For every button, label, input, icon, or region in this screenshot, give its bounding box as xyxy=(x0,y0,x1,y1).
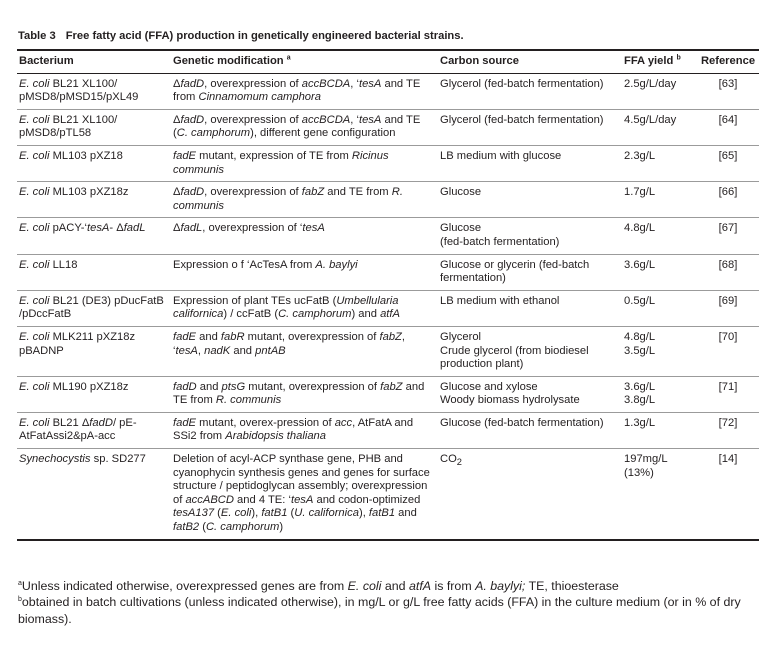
carbon-source-cell: Glucose and xylose Woody biomass hydrolysate xyxy=(438,376,618,412)
genetic-modification-cell: ΔfadD, overexpression of accBCDA, ‘tesA and TE (C. camphorum), different gene configuration xyxy=(171,109,438,145)
reference-cell: [68] xyxy=(698,254,759,290)
table-body xyxy=(17,73,759,540)
footnote-b-mark: b xyxy=(18,595,22,603)
footnote-a-mark: a xyxy=(18,579,22,587)
ffa-yield-cell: 1.7g/L xyxy=(618,182,698,218)
footnote-b xyxy=(18,594,768,627)
carbon-source-cell: LB medium with ethanol xyxy=(438,290,618,326)
carbon-source-cell: $CO_2$ xyxy=(438,449,618,540)
header-mark-a: a xyxy=(286,54,291,62)
bacterium-cell: E. coli BL21 XL100/ pMSD8/pMSD15/pXL49 xyxy=(17,73,171,109)
carbon-source-cell: Glucose (fed-batch fermentation) xyxy=(438,412,618,448)
genetic-modification-cell: ΔfadL, overexpression of ‘tesA xyxy=(171,218,438,254)
ffa-table xyxy=(17,49,759,541)
header-bacterium: Bacterium xyxy=(17,50,171,73)
bacterium-cell: E. coli BL21 ΔfadD/ pE-AtFatAssi2&pA-acc xyxy=(17,412,171,448)
reference-cell: [71] xyxy=(698,376,759,412)
genetic-modification-cell: fadE mutant, expression of TE from Ricinus communis xyxy=(171,145,438,181)
table-row xyxy=(17,376,759,412)
header-row xyxy=(17,50,759,73)
bacterium-cell: E. coli ML103 pXZ18z xyxy=(17,182,171,218)
ffa-yield-cell: 2.5g/L/day xyxy=(618,73,698,109)
header-genetic-modification: Genetic modification $^a$ xyxy=(171,50,438,73)
carbon-source-cell: LB medium with glucose xyxy=(438,145,618,181)
ffa-yield-cell: 4.8g/L xyxy=(618,218,698,254)
genetic-modification-cell: Expression of plant TEs ucFatB (Umbellularia californica) / ccFatB (C. camphorum) and atfA xyxy=(171,290,438,326)
table-row xyxy=(17,182,759,218)
table-row xyxy=(17,218,759,254)
ffa-yield-cell: 3.6g/L 3.8g/L xyxy=(618,376,698,412)
bacterium-cell: E. coli BL21 (DE3) pDucFatB /pDccFatB xyxy=(17,290,171,326)
table-row xyxy=(17,254,759,290)
reference-cell: [69] xyxy=(698,290,759,326)
genetic-modification-cell: ΔfadD, overexpression of accBCDA, ‘tesA and TE from Cinnamomum camphora xyxy=(171,73,438,109)
reference-cell: [63] xyxy=(698,73,759,109)
table-row xyxy=(17,109,759,145)
genetic-modification-cell: Deletion of acyl-ACP synthase gene, PHB and cyanophycin synthesis genes and genes for surface structure / peptidoglycan assembly; overexpression of accABCD and 4 TE: ‘tesA and codon-optimized tesA137 (E. coli), fatB1 (U. californica), fatB1 and fatB2 (C. camphorum) xyxy=(171,449,438,540)
genetic-modification-cell: fadD and ptsG mutant, overexpression of fabZ and TE from R. communis xyxy=(171,376,438,412)
carbon-source-cell: Glycerol (fed-batch fermentation) xyxy=(438,109,618,145)
bacterium-cell: E. coli ML190 pXZ18z xyxy=(17,376,171,412)
footnote-a xyxy=(18,578,768,595)
table-title xyxy=(18,30,464,42)
ffa-yield-cell: 197mg/L (13%) xyxy=(618,449,698,540)
header-ffa-yield: FFA yield $^b$ xyxy=(618,50,698,73)
header-reference: Reference xyxy=(698,50,759,73)
table-row xyxy=(17,449,759,540)
reference-cell: [72] xyxy=(698,412,759,448)
footnote-a-text: Unless indicated otherwise, overexpressed genes are from E. coli and atfA is from A. baylyi; TE, thioesterase xyxy=(21,579,619,593)
bacterium-cell: E. coli MLK211 pXZ18z pBADNP xyxy=(17,326,171,376)
carbon-source-cell: Glycerol Crude glycerol (from biodiesel production plant) xyxy=(438,326,618,376)
carbon-source-cell: Glucose or glycerin (fed-batch fermentation) xyxy=(438,254,618,290)
ffa-yield-cell: 3.6g/L xyxy=(618,254,698,290)
header-carbon-source: Carbon source xyxy=(438,50,618,73)
table-row xyxy=(17,412,759,448)
carbon-source-cell: Glucose (fed-batch fermentation) xyxy=(438,218,618,254)
table-row xyxy=(17,290,759,326)
genetic-modification-cell: Expression o f ‘AcTesA from A. baylyi xyxy=(171,254,438,290)
bacterium-cell: E. coli LL18 xyxy=(17,254,171,290)
header-mark-b: b xyxy=(676,54,681,62)
table-row xyxy=(17,145,759,181)
reference-cell: [64] xyxy=(698,109,759,145)
ffa-yield-cell: 4.5g/L/day xyxy=(618,109,698,145)
ffa-yield-cell: 4.8g/L 3.5g/L xyxy=(618,326,698,376)
genetic-modification-cell: fadE mutant, overex-pression of acc, AtFatA and SSi2 from Arabidopsis thaliana xyxy=(171,412,438,448)
reference-cell: [67] xyxy=(698,218,759,254)
footnote-b-text: obtained in batch cultivations (unless indicated otherwise), in mg/L or g/L free fatty acids (FFA) in the culture medium (or in % of dry biomass). xyxy=(18,595,741,626)
table-label: Table 3 xyxy=(18,30,56,42)
table-row xyxy=(17,73,759,109)
carbon-source-cell: Glucose xyxy=(438,182,618,218)
ffa-yield-cell: 0.5g/L xyxy=(618,290,698,326)
reference-cell: [65] xyxy=(698,145,759,181)
reference-cell: [70] xyxy=(698,326,759,376)
reference-cell: [14] xyxy=(698,449,759,540)
bacterium-cell: E. coli BL21 XL100/ pMSD8/pTL58 xyxy=(17,109,171,145)
genetic-modification-cell: fadE and fabR mutant, overexpression of fabZ, ‘tesA, nadK and pntAB xyxy=(171,326,438,376)
bacterium-cell: Synechocystis sp. SD277 xyxy=(17,449,171,540)
bacterium-cell: E. coli ML103 pXZ18 xyxy=(17,145,171,181)
table-row xyxy=(17,326,759,376)
reference-cell: [66] xyxy=(698,182,759,218)
genetic-modification-cell: ΔfadD, overexpression of fabZ and TE from R. communis xyxy=(171,182,438,218)
bacterium-cell: E. coli pACY-‘tesA- ΔfadL xyxy=(17,218,171,254)
carbon-source-cell: Glycerol (fed-batch fermentation) xyxy=(438,73,618,109)
ffa-yield-cell: 1.3g/L xyxy=(618,412,698,448)
ffa-yield-cell: 2.3g/L xyxy=(618,145,698,181)
table-caption: Free fatty acid (FFA) production in genetically engineered bacterial strains. xyxy=(65,30,464,42)
